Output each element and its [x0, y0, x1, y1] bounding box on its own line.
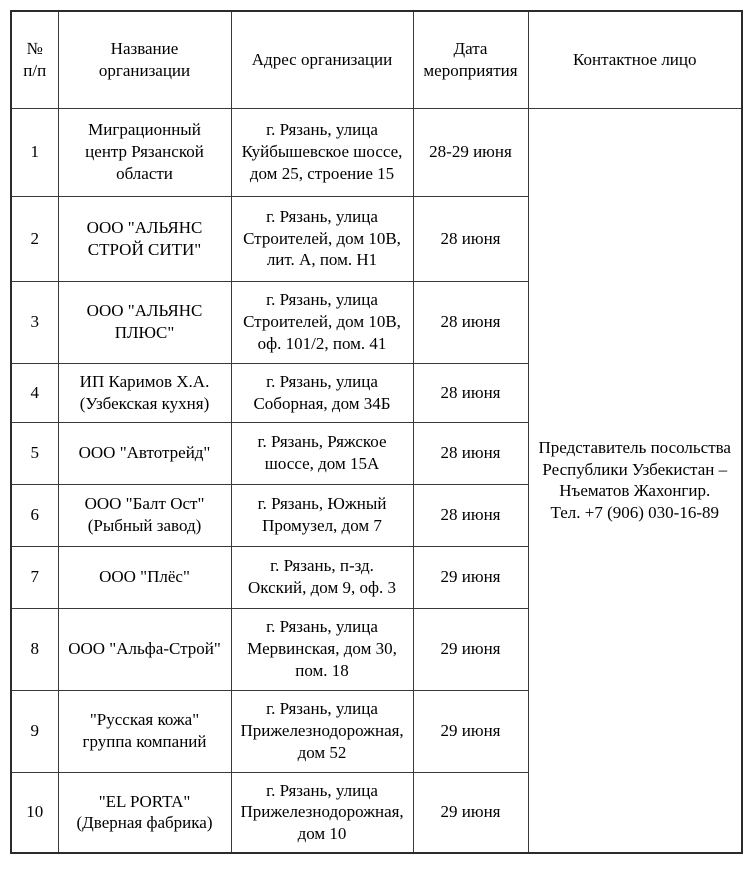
org-name-cell: ИП Каримов Х.А. (Узбекская кухня): [58, 363, 231, 422]
org-address-cell: г. Рязань, улица Соборная, дом 34Б: [231, 363, 413, 422]
event-date-cell: 28 июня: [413, 363, 528, 422]
event-date-cell: 29 июня: [413, 608, 528, 690]
org-name-cell: "Русская кожа" группа компаний: [58, 690, 231, 772]
row-number-cell: 5: [11, 422, 58, 484]
org-address-cell: г. Рязань, улица Строителей, дом 10В, лит. А, пом. Н1: [231, 196, 413, 281]
event-date-cell: 28 июня: [413, 422, 528, 484]
event-date-cell: 28 июня: [413, 281, 528, 363]
event-date-cell: 29 июня: [413, 546, 528, 608]
table-row: [11, 108, 742, 196]
row-number-cell: 8: [11, 608, 58, 690]
org-name-cell: ООО "Автотрейд": [58, 422, 231, 484]
contact-phone-text: Тел. +7 (906) 030-16-89: [550, 503, 719, 522]
row-number-cell: 4: [11, 363, 58, 422]
event-date-cell: 29 июня: [413, 772, 528, 853]
org-address-cell: г. Рязань, улица Куйбышевское шоссе, дом 25, строение 15: [231, 108, 413, 196]
col-header-date: Дата мероприятия: [413, 11, 528, 108]
row-number-cell: 10: [11, 772, 58, 853]
row-number-cell: 2: [11, 196, 58, 281]
col-header-address: Адрес организации: [231, 11, 413, 108]
col-header-num: № п/п: [11, 11, 58, 108]
org-name-cell: ООО "АЛЬЯНС ПЛЮС": [58, 281, 231, 363]
col-header-name: Название организации: [58, 11, 231, 108]
row-number-cell: 9: [11, 690, 58, 772]
org-address-cell: г. Рязань, улица Мервинская, дом 30, пом. 18: [231, 608, 413, 690]
event-date-cell: 28-29 июня: [413, 108, 528, 196]
org-address-cell: г. Рязань, улица Прижелезнодорожная, дом 10: [231, 772, 413, 853]
org-address-cell: г. Рязань, Ряжское шоссе, дом 15А: [231, 422, 413, 484]
org-address-cell: г. Рязань, улица Прижелезнодорожная, дом 52: [231, 690, 413, 772]
org-address-cell: г. Рязань, п-зд. Окский, дом 9, оф. 3: [231, 546, 413, 608]
event-date-cell: 28 июня: [413, 196, 528, 281]
org-name-cell: ООО "Альфа-Строй": [58, 608, 231, 690]
col-header-contact: Контактное лицо: [528, 11, 742, 108]
org-address-cell: г. Рязань, улица Строителей, дом 10В, оф. 101/2, пом. 41: [231, 281, 413, 363]
org-name-cell: ООО "Плёс": [58, 546, 231, 608]
row-number-cell: 6: [11, 484, 58, 546]
org-name-cell: ООО "АЛЬЯНС СТРОЙ СИТИ": [58, 196, 231, 281]
event-date-cell: 28 июня: [413, 484, 528, 546]
contact-person-cell: [528, 108, 742, 853]
row-number-cell: 3: [11, 281, 58, 363]
org-name-cell: "EL PORTA" (Дверная фабрика): [58, 772, 231, 853]
org-name-cell: ООО "Балт Ост" (Рыбный завод): [58, 484, 231, 546]
table-header-row: [11, 11, 742, 108]
org-name-cell: Миграционный центр Рязанской области: [58, 108, 231, 196]
event-date-cell: 29 июня: [413, 690, 528, 772]
row-number-cell: 1: [11, 108, 58, 196]
events-table: [10, 10, 743, 854]
contact-person-text: Представитель посольства Республики Узбекистан – Нъематов Жахонгир.: [538, 437, 731, 501]
org-address-cell: г. Рязань, Южный Промузел, дом 7: [231, 484, 413, 546]
row-number-cell: 7: [11, 546, 58, 608]
